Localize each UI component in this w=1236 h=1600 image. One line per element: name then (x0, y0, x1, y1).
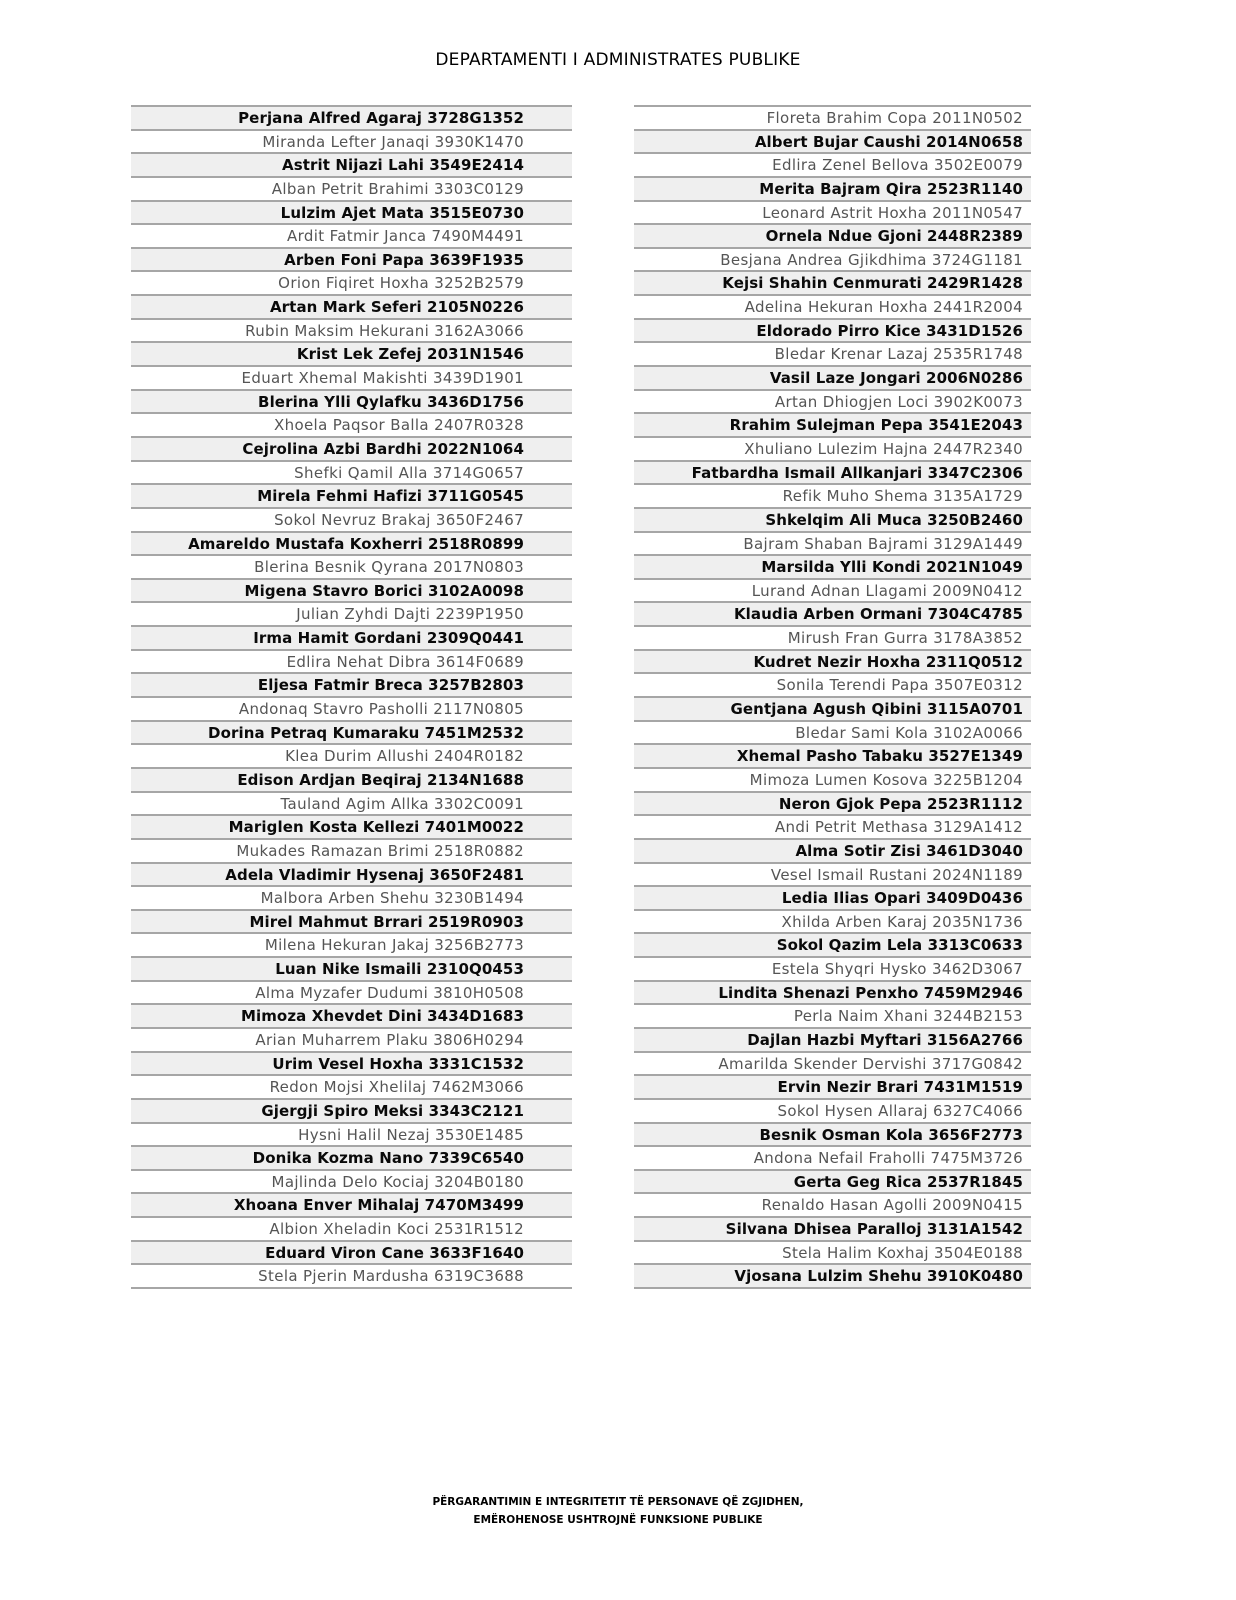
page-footer (0, 1493, 1236, 1529)
list-item: Adela Vladimir Hysenaj 3650F2481 (131, 862, 572, 886)
list-item: Luan Nike Ismaili 2310Q0453 (131, 956, 572, 980)
list-item: Bajram Shaban Bajrami 3129A1449 (634, 531, 1031, 555)
list-item: Blerina Besnik Qyrana 2017N0803 (131, 554, 572, 578)
list-item: Xhoana Enver Mihalaj 7470M3499 (131, 1192, 572, 1216)
list-item: Perjana Alfred Agaraj 3728G1352 (131, 105, 572, 129)
list-item: Andona Nefail Fraholli 7475M3726 (634, 1145, 1031, 1169)
list-item: Arian Muharrem Plaku 3806H0294 (131, 1027, 572, 1051)
list-item: Dajlan Hazbi Myftari 3156A2766 (634, 1027, 1031, 1051)
list-item: Arben Foni Papa 3639F1935 (131, 247, 572, 271)
list-item: Julian Zyhdi Dajti 2239P1950 (131, 601, 572, 625)
list-item: Amarilda Skender Dervishi 3717G0842 (634, 1051, 1031, 1075)
list-item: Alma Myzafer Dudumi 3810H0508 (131, 980, 572, 1004)
list-item: Xhilda Arben Karaj 2035N1736 (634, 909, 1031, 933)
list-item: Floreta Brahim Copa 2011N0502 (634, 105, 1031, 129)
list-item: Blerina Ylli Qylafku 3436D1756 (131, 389, 572, 413)
footer-line-1: PËRGARANTIMIN E INTEGRITETIT TË PERSONAVE QË ZGJIDHEN, (432, 1496, 804, 1508)
list-item: Sokol Qazim Lela 3313C0633 (634, 932, 1031, 956)
list-item: Tauland Agim Allka 3302C0091 (131, 791, 572, 815)
list-item: Kudret Nezir Hoxha 2311Q0512 (634, 649, 1031, 673)
list-item: Mariglen Kosta Kellezi 7401M0022 (131, 814, 572, 838)
list-item: Marsilda Ylli Kondi 2021N1049 (634, 554, 1031, 578)
list-item: Klaudia Arben Ormani 7304C4785 (634, 601, 1031, 625)
list-item: Mirela Fehmi Hafizi 3711G0545 (131, 483, 572, 507)
list-item: Shkelqim Ali Muca 3250B2460 (634, 507, 1031, 531)
list-item: Kejsi Shahin Cenmurati 2429R1428 (634, 270, 1031, 294)
list-item: Vjosana Lulzim Shehu 3910K0480 (634, 1263, 1031, 1287)
list-item: Albert Bujar Caushi 2014N0658 (634, 129, 1031, 153)
footer-line-2: EMËROHENOSE USHTROJNË FUNKSIONE PUBLIKE (473, 1514, 763, 1526)
list-item: Xhoela Paqsor Balla 2407R0328 (131, 412, 572, 436)
list-item: Estela Shyqri Hysko 3462D3067 (634, 956, 1031, 980)
list-item: Andonaq Stavro Pasholli 2117N0805 (131, 696, 572, 720)
list-item: Mimoza Lumen Kosova 3225B1204 (634, 767, 1031, 791)
list-item: Albion Xheladin Koci 2531R1512 (131, 1216, 572, 1240)
list-item: Lindita Shenazi Penxho 7459M2946 (634, 980, 1031, 1004)
list-item: Mirel Mahmut Brrari 2519R0903 (131, 909, 572, 933)
list-item: Mimoza Xhevdet Dini 3434D1683 (131, 1003, 572, 1027)
list-item: Neron Gjok Pepa 2523R1112 (634, 791, 1031, 815)
list-item: Shefki Qamil Alla 3714G0657 (131, 460, 572, 484)
list-item: Leonard Astrit Hoxha 2011N0547 (634, 200, 1031, 224)
list-end-rule (634, 1287, 1031, 1289)
list-item: Besnik Osman Kola 3656F2773 (634, 1122, 1031, 1146)
list-item: Orion Fiqiret Hoxha 3252B2579 (131, 270, 572, 294)
list-item: Dorina Petraq Kumaraku 7451M2532 (131, 720, 572, 744)
list-item: Astrit Nijazi Lahi 3549E2414 (131, 152, 572, 176)
list-item: Ardit Fatmir Janca 7490M4491 (131, 223, 572, 247)
list-item: Rubin Maksim Hekurani 3162A3066 (131, 318, 572, 342)
list-item: Adelina Hekuran Hoxha 2441R2004 (634, 294, 1031, 318)
list-item: Lulzim Ajet Mata 3515E0730 (131, 200, 572, 224)
list-item: Malbora Arben Shehu 3230B1494 (131, 885, 572, 909)
list-item: Eldorado Pirro Kice 3431D1526 (634, 318, 1031, 342)
list-item: Mukades Ramazan Brimi 2518R0882 (131, 838, 572, 862)
list-item: Rrahim Sulejman Pepa 3541E2043 (634, 412, 1031, 436)
list-item: Miranda Lefter Janaqi 3930K1470 (131, 129, 572, 153)
list-item: Xhemal Pasho Tabaku 3527E1349 (634, 743, 1031, 767)
list-item: Edlira Nehat Dibra 3614F0689 (131, 649, 572, 673)
list-item: Edison Ardjan Beqiraj 2134N1688 (131, 767, 572, 791)
list-item: Gjergji Spiro Meksi 3343C2121 (131, 1098, 572, 1122)
list-item: Gentjana Agush Qibini 3115A0701 (634, 696, 1031, 720)
list-end-rule (131, 1287, 572, 1289)
list-item: Fatbardha Ismail Allkanjari 3347C2306 (634, 460, 1031, 484)
left-column-list (131, 105, 572, 1289)
list-item: Urim Vesel Hoxha 3331C1532 (131, 1051, 572, 1075)
list-item: Bledar Krenar Lazaj 2535R1748 (634, 341, 1031, 365)
list-item: Ledia Ilias Opari 3409D0436 (634, 885, 1031, 909)
list-item: Besjana Andrea Gjikdhima 3724G1181 (634, 247, 1031, 271)
list-item: Eduart Xhemal Makishti 3439D1901 (131, 365, 572, 389)
list-item: Krist Lek Zefej 2031N1546 (131, 341, 572, 365)
list-item: Sokol Hysen Allaraj 6327C4066 (634, 1098, 1031, 1122)
list-item: Eduard Viron Cane 3633F1640 (131, 1240, 572, 1264)
list-item: Donika Kozma Nano 7339C6540 (131, 1145, 572, 1169)
list-item: Lurand Adnan Llagami 2009N0412 (634, 578, 1031, 602)
page-title: DEPARTAMENTI I ADMINISTRATES PUBLIKE (435, 50, 801, 70)
list-item: Mirush Fran Gurra 3178A3852 (634, 625, 1031, 649)
list-item: Artan Mark Seferi 2105N0226 (131, 294, 572, 318)
list-item: Bledar Sami Kola 3102A0066 (634, 720, 1031, 744)
list-item: Merita Bajram Qira 2523R1140 (634, 176, 1031, 200)
list-item: Migena Stavro Borici 3102A0098 (131, 578, 572, 602)
right-column-list (634, 105, 1031, 1289)
list-item: Sokol Nevruz Brakaj 3650F2467 (131, 507, 572, 531)
list-item: Renaldo Hasan Agolli 2009N0415 (634, 1192, 1031, 1216)
list-item: Redon Mojsi Xhelilaj 7462M3066 (131, 1074, 572, 1098)
list-item: Andi Petrit Methasa 3129A1412 (634, 814, 1031, 838)
list-item: Cejrolina Azbi Bardhi 2022N1064 (131, 436, 572, 460)
list-item: Hysni Halil Nezaj 3530E1485 (131, 1122, 572, 1146)
list-item: Amareldo Mustafa Koxherri 2518R0899 (131, 531, 572, 555)
list-item: Ornela Ndue Gjoni 2448R2389 (634, 223, 1031, 247)
list-item: Irma Hamit Gordani 2309Q0441 (131, 625, 572, 649)
list-item: Silvana Dhisea Paralloj 3131A1542 (634, 1216, 1031, 1240)
list-item: Klea Durim Allushi 2404R0182 (131, 743, 572, 767)
list-item: Stela Pjerin Mardusha 6319C3688 (131, 1263, 572, 1287)
list-item: Alma Sotir Zisi 3461D3040 (634, 838, 1031, 862)
list-item: Milena Hekuran Jakaj 3256B2773 (131, 932, 572, 956)
list-item: Xhuliano Lulezim Hajna 2447R2340 (634, 436, 1031, 460)
list-item: Sonila Terendi Papa 3507E0312 (634, 672, 1031, 696)
list-item: Alban Petrit Brahimi 3303C0129 (131, 176, 572, 200)
list-item: Artan Dhiogjen Loci 3902K0073 (634, 389, 1031, 413)
list-item: Vesel Ismail Rustani 2024N1189 (634, 862, 1031, 886)
list-item: Ervin Nezir Brari 7431M1519 (634, 1074, 1031, 1098)
list-item: Gerta Geg Rica 2537R1845 (634, 1169, 1031, 1193)
list-item: Perla Naim Xhani 3244B2153 (634, 1003, 1031, 1027)
list-item: Edlira Zenel Bellova 3502E0079 (634, 152, 1031, 176)
list-item: Vasil Laze Jongari 2006N0286 (634, 365, 1031, 389)
list-item: Stela Halim Koxhaj 3504E0188 (634, 1240, 1031, 1264)
list-item: Refik Muho Shema 3135A1729 (634, 483, 1031, 507)
list-item: Majlinda Delo Kociaj 3204B0180 (131, 1169, 572, 1193)
list-item: Eljesa Fatmir Breca 3257B2803 (131, 672, 572, 696)
